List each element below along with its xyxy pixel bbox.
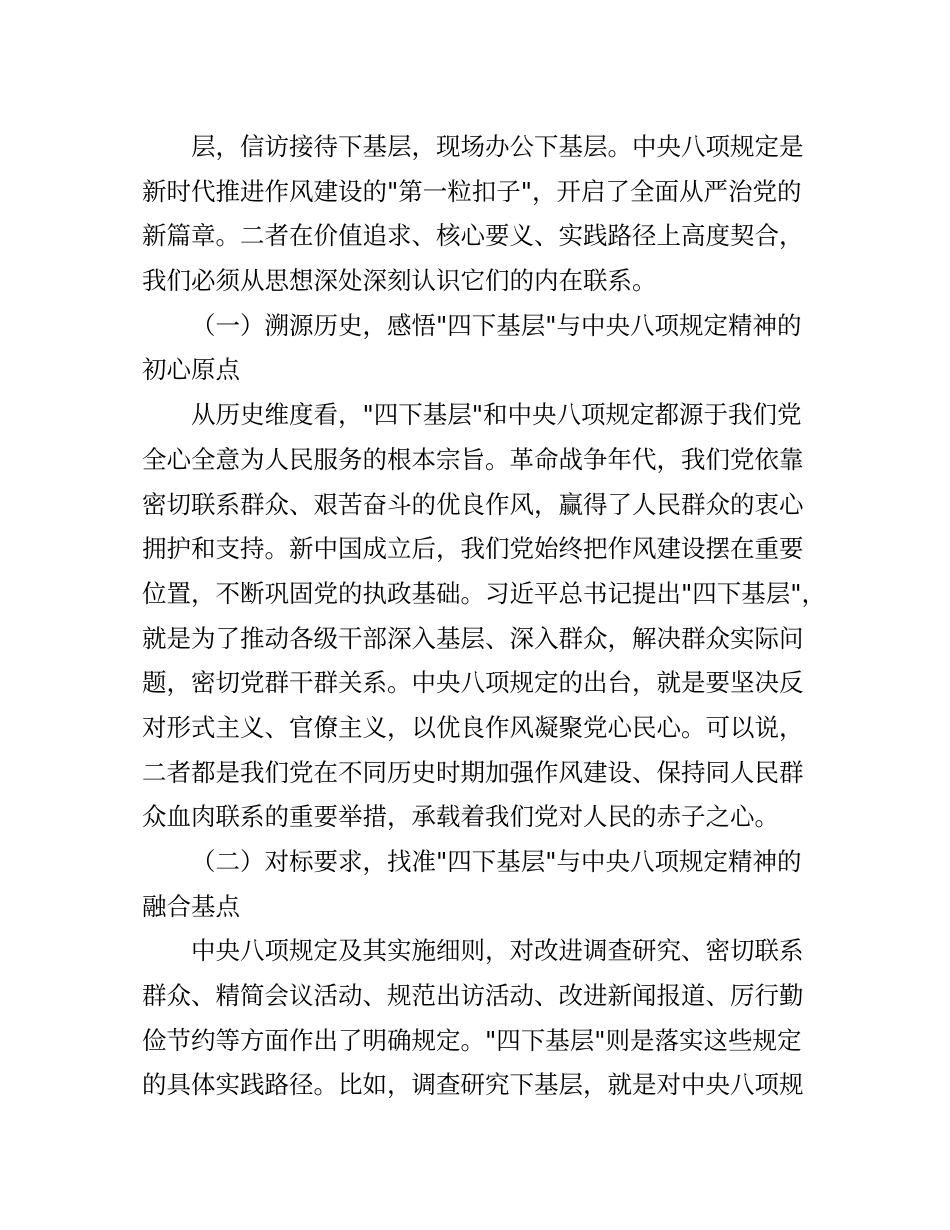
paragraph-line: 俭节约等方面作出了明确规定。"四下基层"则是落实这些规定	[142, 1025, 802, 1055]
paragraph-line: 就是为了推动各级干部深入基层、深入群众，解决群众实际问	[142, 623, 804, 653]
section-heading-2-cont: 融合基点	[142, 891, 240, 921]
paragraph-line: 对形式主义、官僚主义，以优良作风凝聚党心民心。可以说，	[142, 712, 804, 742]
paragraph-line: 新篇章。二者在价值追求、核心要义、实践路径上高度契合，	[142, 221, 804, 251]
section-heading-1-cont: 初心原点	[142, 355, 240, 385]
paragraph-line: 的具体实践路径。比如，调查研究下基层，就是对中央八项规	[142, 1070, 804, 1100]
paragraph-line: 全心全意为人民服务的根本宗旨。革命战争年代，我们党依靠	[142, 444, 804, 474]
paragraph-line: 新时代推进作风建设的"第一粒扣子"，开启了全面从严治党的	[142, 176, 802, 206]
paragraph-line: 题，密切党群干群关系。中央八项规定的出台，就是要坚决反	[142, 668, 804, 698]
paragraph-line: 众血肉联系的重要举措，承载着我们党对人民的赤子之心。	[142, 802, 779, 832]
paragraph-line: 我们必须从思想深处深刻认识它们的内在联系。	[142, 266, 657, 296]
body-text	[142, 125, 842, 1108]
paragraph-line: 中央八项规定及其实施细则，对改进调查研究、密切联系	[191, 936, 804, 966]
paragraph-line: 从历史维度看，"四下基层"和中央八项规定都源于我们党	[191, 400, 802, 430]
paragraph-line: 拥护和支持。新中国成立后，我们党始终把作风建设摆在重要	[142, 534, 804, 564]
paragraph-line: 密切联系群众、艰苦奋斗的优良作风，赢得了人民群众的衷心	[142, 489, 804, 519]
paragraph-line: 群众、精简会议活动、规范出访活动、改进新闻报道、厉行勤	[142, 981, 804, 1011]
section-heading-2: （二）对标要求，找准"四下基层"与中央八项规定精神的	[191, 847, 802, 876]
paragraph-line: 层，信访接待下基层，现场办公下基层。中央八项规定是	[191, 132, 804, 161]
paragraph-line: 二者都是我们党在不同历史时期加强作风建设、保持同人民群	[142, 757, 804, 787]
paragraph-line: 位置，不断巩固党的执政基础。习近平总书记提出"四下基层"，	[142, 578, 827, 608]
section-heading-1: （一）溯源历史，感悟"四下基层"与中央八项规定精神的	[191, 310, 802, 340]
